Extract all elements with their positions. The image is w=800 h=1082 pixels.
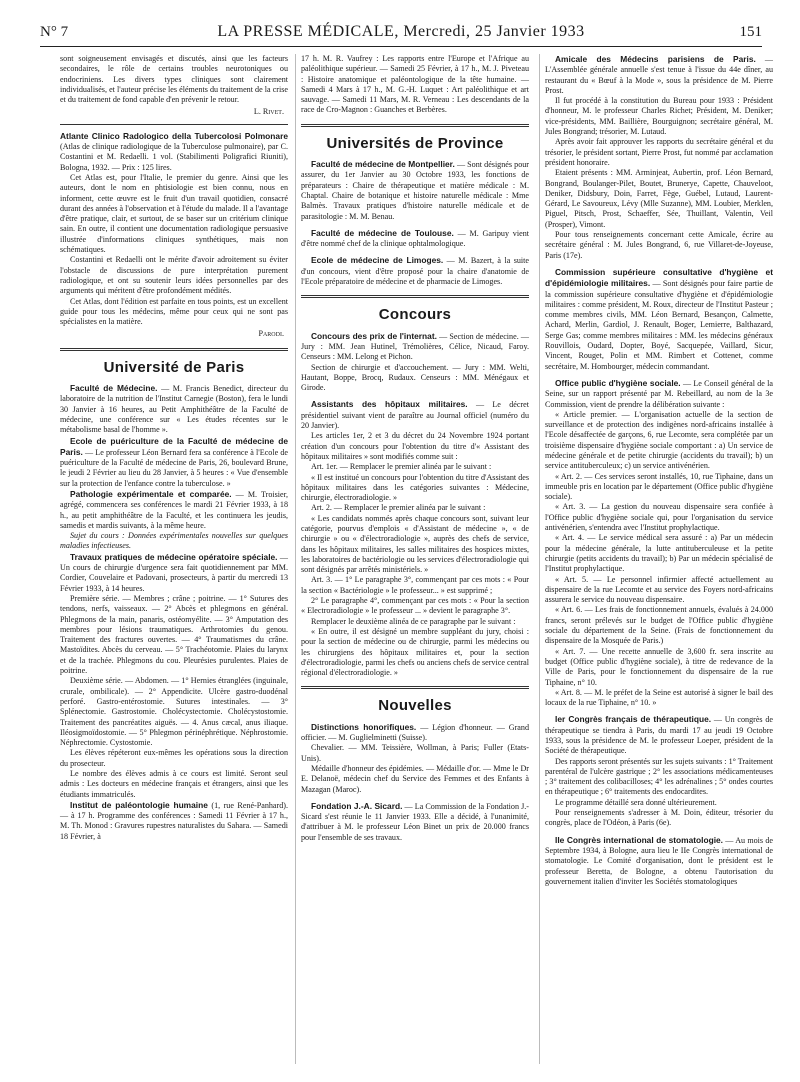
- item-body: — Légion d'honneur. — Grand officier. — M. Guglielminetti (Suisse).: [301, 722, 529, 743]
- item-paragraph: Etaient présents : MM. Arminjeat, Aubertin, prof. Léon Bernard, Bongrand, Boulanger-Pilet, Boutet, Brunerye, Capette, Chauveloot, Deniker, Didsbury, Doin, Farret, Fège, Guébel, Lutaud, Laurent-Gérard, Le Savoureux, Lévy (Mlle Suzanne), MM. Loubier, Merklen, Piguel, Pitsch, Prost, Schaeffer, Sée, Thuillant, Valentin, Veil (Prosper), Vimont.: [545, 168, 773, 229]
- item-body: — M. Bazert, à la suite d'un concours, vient d'être proposé pour la chaire d'anatomie de l'Ecole préparatoire de médecine et de pharmacie de Limoges.: [301, 256, 529, 287]
- item-body: — Un cours de chirurgie d'urgence sera fait quotidiennement par MM. Cordier, Couvelaire et Padovani, prosecteurs, à partir du mercredi 13 Février 1933, à 14 heures.: [60, 552, 288, 593]
- atlante-paragraph: Cet Atlas est, pour l'Italie, le premier du genre. Ainsi que les auteurs, dont le nom en phtisiologie est bien connu, nous en informent, cette œuvre est le fruit d'un travail quotidien, consacré durant des années à l'observation et à l'étude du malade. Il a l'avantage d'être pratique, clair, et surtout, de se baser sur un critérium clinique sain. En outre, il contient une documentation radiologique persuasive illustrée d'informations cliniques synthétiques, mais non schématiques.: [60, 172, 288, 255]
- item-subject: Sujet du cours : Données expérimentales nouvelles sur quelques maladies infectieuses.: [60, 531, 288, 551]
- item-heading: Faculté de médecine de Montpellier.: [311, 159, 455, 170]
- item-paragraph: Art. 1er. — Remplacer le premier alinéa par le suivant :: [311, 462, 492, 472]
- column-2: [301, 54, 529, 843]
- item-body: — Au mois de Septembre 1934, à Bologne, aura lieu le IIe Congrès international de stomatologie. Le Comité d'organisation, dont le président est le professeur Beretta, de Bologne, a obtenu l'autorisation du gouvernement italien d'inviter les Sociétés stomatologiques: [545, 835, 773, 886]
- item-heading: Ier Congrès français de thérapeutique.: [555, 714, 712, 725]
- journal-title: LA PRESSE MÉDICALE, Mercredi, 25 Janvier 1933: [217, 23, 585, 40]
- item-body: — Le professeur Léon Bernard fera sa conférence à l'Ecole de puériculture de la Faculté de médecine de Paris, 26, boulevard Brune, le jeudi 2 Février au lieu du 28 Janvier, à 5 heures : « Vue d'ensemble sur la protection de l'enfance contre la tuberculose. »: [60, 447, 288, 488]
- item-paragraph: Le nombre des élèves admis à ce cours est limité. Seront seul admis : Les docteurs en médecine français et étrangers, ainsi que les étudiants immatriculés.: [60, 769, 288, 799]
- news-item: [301, 722, 529, 744]
- article: « Art. 5. — Le personnel infirmier affecté actuellement au dispensaire de la rue Lecomte et au service des Foyers nord-africains assurera le service du nouveau dispensaire.: [545, 574, 773, 605]
- article: « Art. 7. — Une recette annuelle de 3,600 fr. sera inscrite au budget (Office public d'hygiène sociale), à titre de redevance de la Ville de Paris, pour le fonctionnement du dispensaire de la rue Tiphaine, n° 10.: [545, 646, 773, 687]
- page-header: [40, 20, 762, 47]
- item-paragraph: Art. 2. — Remplacer le premier alinéa par le suivant :: [311, 503, 486, 513]
- divider: [60, 124, 288, 125]
- item-heading: Faculté de Médecine.: [70, 383, 158, 394]
- item-body: — Sont désignés pour assurer, du 1er Janvier au 30 Octobre 1933, les fonctions de préparateurs : Chaire de thérapeutique et matière médicale : M. Chaptal. Chaire de botanique et histoire naturelle médicale : Mme Balmès. Travaux pratiques d'histoire naturelle médicale et de parasitologie : M. M. Benau.: [301, 160, 529, 221]
- item-paragraph: Pour renseignements s'adresser à M. Doin, éditeur, trésorier du congrès, place de l'Odéon, à Paris (6e).: [545, 808, 773, 828]
- section-heading-province: Universités de Province: [326, 134, 504, 152]
- article: « Art. 2. — Ces services seront installés, 10, rue Tiphaine, dans un immeuble pris en location par le département (Office public d'hygiène sociale).: [545, 471, 773, 502]
- column-1: [60, 54, 288, 842]
- item-heading: Ecole de médecine de Limoges.: [311, 255, 444, 266]
- news-item: [60, 552, 288, 594]
- news-item: [545, 267, 773, 372]
- item-body: — Le décret présidentiel suivant vient de paraître au Journal officiel (numéro du 20 Janvier).: [301, 400, 529, 431]
- news-item: [301, 228, 529, 250]
- item-body: — L'Assemblée générale annuelle s'est tenue à l'issue du 44e dîner, au restaurant du « Bœuf à la Mode », sous la présidence de M. Pierre Prost.: [545, 55, 774, 95]
- item-body: — M. Troisier, agrégé, commencera ses conférences le mardi 21 Février 1933, à 18 h., au petit amphithéâtre de la Faculté, et les continuera les jeudis, samedis et mardis suivants, à la même heure.: [60, 489, 289, 530]
- course-series: Première série. — Membres ; crâne ; poitrine. — 1° Sutures des tendons, nerfs, vaisseaux. — 2° Abcès et phlegmons en général. Phlegmons de la main, panaris, ostéomyélite. — 3° Amputation des membres pour lésions traumatiques. Arthrotomies du genou. Traitement des fractures ouvertes. — 4° Traumatismes du crâne. Mastoïdites. Abcès du cerveau. — 5° Trachéotomie. Plaies du larynx et de la trachée. Phlegmons du cou. Pleurésies purulentes. Plaies de poitrine.: [60, 593, 288, 676]
- item-heading: Faculté de médecine de Toulouse.: [311, 227, 454, 238]
- item-paragraph: « Les candidats nommés après chaque concours sont, suivant leur catégorie, pourvus d'emplois « d'Assistant de médecine », « de chirurgie » ou « d'électroradiologie », auprès des chefs de service, dans les hôpitaux militaires, les salles militaires des hospices mixtes, les laboratoires de bactériologie ou les services d'électroradiologie qui sont désignés par arrêtés ministériels. »: [301, 513, 529, 575]
- atlante-title: Atlante Clinico Radologico della Tubercolosi Polmonare: [60, 130, 288, 141]
- news-item: [545, 835, 773, 887]
- section-heading-paris: Université de Paris: [103, 358, 245, 376]
- news-item: [60, 800, 288, 842]
- news-item: [60, 489, 288, 531]
- divider: [60, 348, 288, 353]
- article: « Art. 6. — Les frais de fonctionnement annuels, évalués à 24.000 francs, seront prélevés sur le budget de l'Office public d'hygiène sociale du département de la Seine. (Frais de fonctionnement du dispensaire de la Mosquée de Paris.): [545, 605, 773, 646]
- item-body: — Le Conseil général de la Seine, sur un rapport présenté par M. Rebeillard, au nom de la 3e Commission, vient de prendre la délibération suivante :: [545, 378, 774, 409]
- news-item: [60, 436, 288, 489]
- item-heading: Pathologie expérimentale et comparée.: [70, 488, 232, 499]
- news-item: [301, 399, 529, 431]
- review-continuation: sont soigneusement envisagés et discutés, ainsi que les facteurs secondaires, le rôle de certains troubles neurotoniques ou endocriniens. Les divers types cliniques sont clairement individualisés, et l'auteur précise les éléments du traitement de la crise et du traitement de fond capable d'en prévenir le retour.: [60, 54, 288, 105]
- page-number: 151: [739, 24, 762, 40]
- item-paragraph: Section de chirurgie et d'accouchement. — Jury : MM. Welti, Hautant, Boppe, Brocq, Rudaux. Censeurs : MM. Ménégaux et Girode.: [301, 362, 529, 393]
- item-body: (1, rue René-Panhard). — à 17 h. Programme des conférences : Samedi 11 Février à 17 h., M. Th. Monod : Gravures rupestres naturalistes du Sahara. — Samedi 18 Février, à: [60, 800, 288, 841]
- news-item: [545, 714, 773, 756]
- item-paragraph: Il fut procédé à la constitution du Bureau pour 1933 : Président d'honneur, M. le professeur Charles Richet; Président, M. Deniker; vice-présidents, MM. Baillière, Bourguignon; secrétaire général, M. Jules Bongrand; trésorier, M. Lutaud.: [545, 96, 773, 137]
- item-heading: Institut de paléontologie humaine: [70, 799, 208, 810]
- atlante-description: (Atlas de clinique radiologique de la Tuberculose pulmonaire), par C. Costantini et M. Redaelli. 1 vol. (Stabilimenti Poligrafici Riuniti), Bologna, 1932. — Prix : 125 lires.: [60, 142, 288, 172]
- section-heading-concours: Concours: [378, 306, 452, 324]
- item-paragraph: Le programme détaillé sera donné ultérieurement.: [555, 797, 717, 807]
- news-item: [301, 331, 529, 363]
- item-paragraph: 2° Le paragraphe 4°, commençant par ces mots : « Pour la section « Electroradiologie » le professeur ... » devient le paragraphe 3°.: [301, 596, 529, 616]
- item-body: — La Commission de la Fondation J.-Sicard s'est réunie le 11 Janvier 1933. Elle a décidé, à l'unanimité, d'attribuer à M. le professeur Léon Binet un prix de 20.000 francs pour l'ensemble de ses travaux.: [301, 801, 529, 842]
- item-paragraph: Chevalier. — MM. Teissière, Wollman, à Paris; Fuller (Etats-Unis).: [301, 743, 529, 763]
- issue-number: N° 7: [40, 24, 69, 40]
- item-heading: IIe Congrès international de stomatologie.: [555, 834, 724, 845]
- article: « Art. 3. — La gestion du nouveau dispensaire sera confiée à l'Office public d'hygiène sociale qui, pour l'organisation du service antivénérien, s'entendra avec l'Institut prophylactique.: [545, 502, 773, 533]
- item-paragraph: Médaille d'honneur des épidémies. — Médaille d'or. — Mme le Dr E. Delanoë, médecin chef du Service des Femmes et des Enfants à Mazagan (Maroc).: [301, 763, 529, 794]
- item-heading: Assistants des hôpitaux militaires.: [311, 399, 468, 410]
- item-paragraph: Art. 3. — 1° Le paragraphe 3°, commençant par ces mots : « Pour la section « Bactériologie » le professeur... » est supprimé ;: [301, 575, 529, 595]
- item-paragraph: « En outre, il est désigné un membre suppléant du jury, choisi : pour la section de médecine ou de chirurgie, parmi les médecins ou les chirurgiens des hôpitaux militaires et, pour la section d'électroradiologie, parmi les chefs ou anciens chefs de service central régional d'électroradiologie. »: [301, 626, 529, 678]
- news-item: [60, 383, 288, 435]
- item-paragraph: Les élèves répéteront eux-mêmes les opérations sous la direction du prosecteur.: [60, 748, 288, 768]
- item-body: — M. Francis Benedict, directeur du laboratoire de la nutrition de l'Institut Carnegie (Boston), fera le lundi 30 Janvier à 16 heures, au Petit Amphithéâtre de la Faculté de médecine, une conférence sur « Les études récentes sur le métabolisme basal de l'homme ».: [60, 384, 288, 435]
- column-divider: [295, 54, 296, 1064]
- item-paragraph: Pour tous renseignements concernant cette Amicale, écrire au secrétaire général : M. Jules Bongrand, 6, rue Villaret-de-Joyeuse, Paris (17e).: [545, 230, 773, 260]
- news-item: [301, 159, 529, 222]
- item-paragraph: Après avoir fait approuver les rapports du secrétaire général et du trésorier, le président sortant, Pierre Prost, fut nommé par acclamation président honoraire.: [545, 137, 773, 167]
- news-item: [545, 378, 773, 410]
- review-signature: L. Rivet.: [253, 107, 284, 117]
- item-body: — Sont désignés pour faire partie de la commission supérieure consultative d'hygiène et d'épidémiologie militaires : comme président, M. Roux, directeur de l'Institut Pasteur ; comme membres civils, MM. Léon Bernard, Besançon, Calmette, Achard, Merlin, Gardiol, J. Renault, Boger, Lemierre, Balthazard, Serge Gas; comme membres militaires : MM. les médecins généraux Rouvillois, Oudard, Dopter, Boyé, Sacquepée, Vaillard, Sicur, Vincent, Rouget, Polin et MM. Rimbert et Cottenet, comme secrétaire, M. Hombourger, médecin commandant.: [545, 279, 773, 371]
- atlante-paragraph: Costantini et Redaelli ont le mérite d'avoir adroitement su éviter l'obstacle de discussions de pure interprétation purement radiologique, et ont su soutenir leurs idées personnelles par des arguments qui méritent d'être profondément médités.: [60, 255, 288, 296]
- item-paragraph: Les articles 1er, 2 et 3 du décret du 24 Novembre 1924 portant création d'un concours pour l'obtention du titre d'« Assistant des hôpitaux militaires » sont modifiés comme suit :: [301, 431, 529, 461]
- news-item: [301, 801, 529, 843]
- article: « Article premier. — L'organisation actuelle de la section de surveillance et de protection des indigènes nord-africains installée à l'Ecole désaffectée de garçons, 6, rue Lecomte, sera complétée par un troisième dispensaire d'hygiène sociale comportant : a) Un service de médecine générale et de petite chirurgie (accidents du travail); b) un service antituberculeux; c) un service antivénérien.: [545, 409, 773, 471]
- item-paragraph: Des rapports seront présentés sur les sujets suivants : 1° Traitement parentéral de l'ulcère gastrique ; 2° les associations médicamenteuses ; 3° traitement des colibacilloses; 4° les adrénalines ; 5° ondes courtes en thérapeutique ; 6° traitements des endocardites.: [545, 756, 773, 797]
- item-heading: Fondation J.-A. Sicard.: [311, 800, 403, 811]
- item-body: — Section de médecine. — Jury : MM. Jean Hutinel, Trémolières, Célice, Nicaud, Faroy. Censeurs : MM. Lelong et Pichon.: [301, 331, 529, 362]
- atlante-signature: Parodi.: [258, 329, 284, 339]
- item-heading: Ecole de puériculture de la Faculté de médecine de Paris.: [60, 435, 288, 457]
- divider: [301, 295, 529, 300]
- item-heading: Office public d'hygiène sociale.: [555, 377, 681, 388]
- news-item: [301, 255, 529, 287]
- item-heading: Amicale des Médecins parisiens de Paris.: [555, 54, 756, 64]
- article: « Art. 4. — Le service médical sera assuré : a) Par un médecin pour la médecine générale, la lutte antituberculeuse et la petite chirurgie (petits accidents du travail); b) Par un médecin spécialisé de l'Institut prophylactique.: [545, 533, 773, 574]
- section-heading-nouvelles: Nouvelles: [378, 697, 452, 715]
- paleo-continuation: 17 h. M. R. Vaufrey : Les rapports entre l'Europe et l'Afrique au paléolithique supérieur. — Samedi 25 Février, à 17 h., M. J. Piveteau : Histoire anatomique et paléontologique de la tête humaine. — Samedi 4 Mars à 17 h., M. G.-H. Luquet : Art paléolithique et art sauvage. — Samedi 11 Mars, M. R. Verneau : Les descendants de la race de Cro-Magnon : Guanches et Berbères.: [301, 54, 529, 115]
- article: « Art. 8. — M. le préfet de la Seine est autorisé à signer le bail des locaux de la rue Tiphaine, n° 10. »: [545, 687, 773, 708]
- item-heading: Travaux pratiques de médecine opératoire spéciale.: [70, 551, 278, 562]
- column-divider: [539, 54, 540, 1064]
- item-paragraph: Remplacer le deuxième alinéa de ce paragraphe par le suivant :: [311, 616, 516, 626]
- column-3: [545, 54, 773, 887]
- news-item: [545, 54, 773, 96]
- item-body: — Un congrès de thérapeutique se tiendra à Paris, du mardi 17 au jeudi 19 Octobre 1933, sous la présidence de M. le professeur Loeper, président de la Société de thérapeutique.: [545, 715, 773, 756]
- divider: [301, 686, 529, 691]
- item-paragraph: « Il est institué un concours pour l'obtention du titre d'Assistant des hôpitaux militaires dans les catégories suivantes : Médecine, chirurgie, électroradiologie. »: [301, 472, 529, 503]
- course-series: Deuxième série. — Abdomen. — 1° Hernies étranglées (inguinale, crurale, ombilicale). — 2° Appendicite. Ulcère gastro-duodénal perforé. Gastro-entérostomie. Sutures intestinales. — 3° Splénectomie. Gastrostomie. Cholécystectomie. Cholécystostomie. Traitement des pancréatites aiguës. — 4. Anus cæcal, anus iliaque. Iléosigmoïdostomie. — 5° Phlegmon périnéphrétique. Néphrostomie. Néphrectomie. Cystostomie.: [60, 676, 288, 748]
- divider: [301, 124, 529, 129]
- item-heading: Distinctions honorifiques.: [311, 721, 417, 732]
- item-heading: Commission supérieure consultative d'hygiène et d'épidémiologie militaires.: [545, 266, 773, 289]
- atlante-paragraph: Cet Atlas, dont l'édition est parfaite en tous points, est un excellent guide pour tous les médecins, même pour ceux qui ne sont pas spécialistes en la matière.: [60, 296, 288, 327]
- item-body: — M. Garipuy vient d'être nommé chef de la clinique ophtalmologique.: [301, 228, 529, 249]
- item-heading: Concours des prix de l'internat.: [311, 330, 437, 341]
- atlante-entry: [60, 131, 288, 173]
